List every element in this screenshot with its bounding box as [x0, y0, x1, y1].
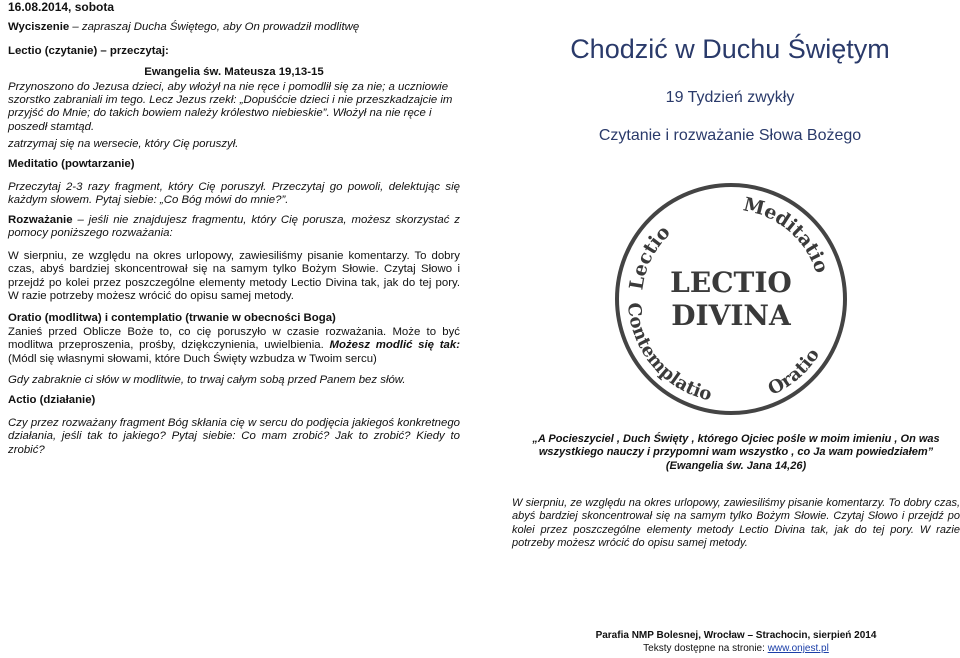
date-heading: 16.08.2014, sobota: [8, 0, 115, 14]
arc-oratio: Oratio: [764, 344, 824, 400]
rozwazanie-text: – jeśli nie znajdujesz fragmentu, który Cię porusza, możesz skorzystać z pomocy poniższego rozważania:: [8, 213, 460, 240]
rozwazanie-label: Rozważanie: [8, 213, 73, 226]
gospel-text: Przynoszono do Jezusa dzieci, aby włożył na nie ręce i pomodlił się za nie; a uczniowie szorstko zabraniali im tego. Lecz Jezus rzekł: „Dopuśćcie dzieci i nie przeszkadzajcie im przyjść do Mnie; do takich bowiem należy królestwo niebieskie”. Włożył na nie ręce i poszedł stamtąd.: [8, 80, 453, 133]
actio-text: Czy przez rozważany fragment Bóg skłania cię w sercu do podjęcia jakiegoś konkretnego działania, jeśli tak to jakiego? Pytaj siebie: Co mam zrobić? Jak to zrobić? Kiedy to zrobić?: [8, 416, 460, 456]
oratio-paragraph: [8, 326, 460, 366]
august-note: W sierpniu, ze względu na okres urlopowy, zawiesiliśmy pisanie komentarzy. To dobry czas, abyś bardziej skoncentrował się na samym tylko Bożym Słowie. Czytaj Słowo i przejdź po kolei przez poszczególne elementy metody Lectio Divina tak, jak do tej pory. W razie potrzeby możesz wrócić do opisu samej metody.: [512, 497, 960, 550]
footer-website: [512, 642, 960, 655]
lectio-label: Lectio (czytanie) – przeczytaj:: [8, 44, 169, 57]
rozwazanie-body: W sierpniu, ze względu na okres urlopowy, zawiesiliśmy pisanie komentarzy. To dobry czas, abyś bardziej skoncentrował się na samym tylko Bożym Słowie. Czytaj Słowo i przejdź po kolei przez poszczególne elementy metody Lectio Divina tak, jak do tej pory. W razie potrzeby możesz wrócić do opisu samej metody.: [8, 249, 460, 302]
pause-note: zatrzymaj się na wersecie, który Cię poruszył.: [8, 138, 239, 151]
footer: [512, 629, 960, 655]
footer-text: Teksty dostępne na stronie:: [643, 643, 768, 654]
silence-note: Gdy zabraknie ci słów w modlitwie, to trwaj całym sobą przed Panem bez słów.: [8, 373, 406, 386]
quote-text: „A Pocieszyciel , Duch Święty , którego Ojciec pośle w moim imieniu , On was wszystkiego nauczy i przypomni wam wszystko , co Ja wam powiedziałem”: [532, 433, 940, 459]
actio-label: Actio (działanie): [8, 394, 96, 407]
website-link[interactable]: www.onjest.pl: [767, 643, 829, 654]
arc-meditatio: Meditatio: [741, 193, 833, 276]
week-label: 19 Tydzień zwykły: [665, 89, 795, 106]
logo-line-lectio: LECTIO: [670, 266, 792, 299]
wyciszenie-label: Wyciszenie: [8, 21, 70, 34]
quote-reference: (Ewangelia św. Jana 14,26): [665, 459, 807, 472]
meditatio-text: Przeczytaj 2-3 razy fragment, który Cię poruszył. Przeczytaj go powoli, delektując się każdym słowem. Pytaj siebie: „Co Bóg mówi do mnie?”.: [8, 181, 460, 207]
left-column: [8, 0, 460, 457]
lectio-divina-logo: [602, 170, 860, 428]
arc-lectio: Lectio: [625, 221, 675, 292]
lectio-divina-emblem: [602, 170, 860, 428]
oratio-bold: Możesz modlić się tak:: [329, 339, 460, 352]
oratio-text-1: Zanieś przed Oblicze Boże to, co cię poruszyło w czasie rozważania. Może to być modlitwa przeproszenia, prośby, dziękczynienia, uwielbienia.: [8, 325, 460, 352]
arc-contemplatio: Contemplatio: [622, 301, 715, 406]
oratio-label: Oratio (modlitwa) i contemplatio (trwanie w obecności Boga): [8, 312, 336, 325]
oratio-text-2: (Módl się własnymi słowami, które Duch Święty wzbudza w Twoim sercu): [8, 352, 377, 365]
gospel-reference: Ewangelia św. Mateusza 19,13-15: [144, 66, 324, 79]
wyciszenie-text: – zapraszaj Ducha Świętego, aby On prowadził modlitwę: [69, 21, 360, 34]
parish-line: Parafia NMP Bolesnej, Wrocław – Strachocin, sierpień 2014: [595, 630, 877, 641]
meditatio-label: Meditatio (powtarzanie): [8, 157, 135, 170]
subtitle: Czytanie i rozważanie Słowa Bożego: [598, 127, 862, 144]
scripture-quote: [512, 433, 960, 473]
logo-line-divina: DIVINA: [671, 299, 791, 332]
page-title: Chodzić w Duchu Świętym: [570, 34, 890, 64]
rozwazanie-paragraph: [8, 214, 460, 241]
wyciszenie-paragraph: [8, 21, 460, 34]
